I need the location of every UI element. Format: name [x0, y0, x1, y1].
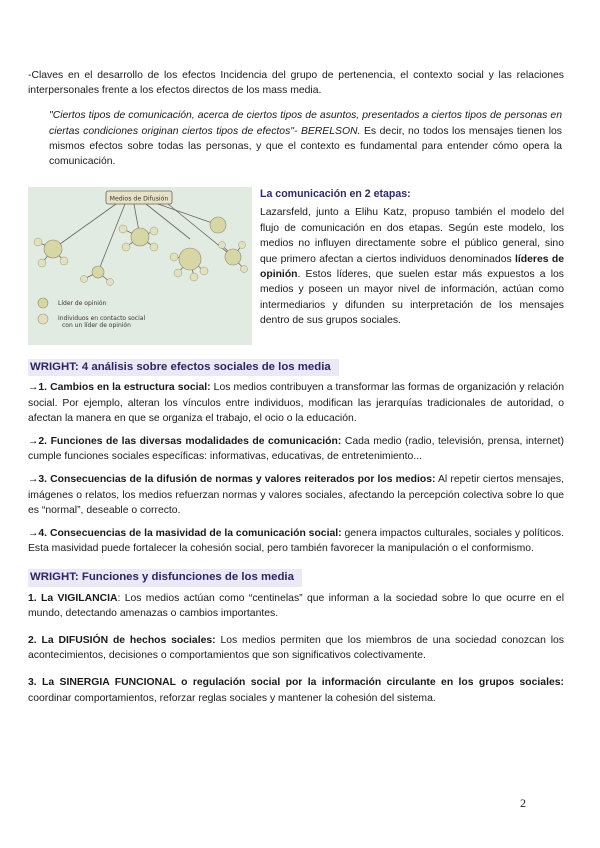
legend-individuals-label-2: con un líder de opinión [62, 322, 131, 330]
function-item-2-lead: 2. La DIFUSIÓN de hechos sociales: [28, 635, 216, 647]
function-item-3 [28, 675, 564, 705]
function-item-1-text: : Los medios actúan como “centinelas” que informan a la sociedad sobre lo que ocurre en el mundo, detectando amenazas o cambios importantes. [28, 592, 564, 619]
analysis-item-3-text: Al repetir ciertos mensajes, imágenes o relatos, los medios refuerzan normas y valores sociales, afectando la percepción colectiva sobre lo que es “normal”, deseable o correcto. [28, 474, 564, 516]
analysis-item-3-lead: →3. Consecuencias de la difusión de normas y valores reiterados por los medios: [28, 474, 436, 486]
function-item-3-text: coordinar comportamientos, reforzar reglas sociales y mantener la cohesión del sistema. [28, 692, 436, 704]
two-step-section [28, 187, 564, 345]
analysis-item-4-text: genera impactos culturales, sociales y políticos. Esta masividad puede fortalecer la cohesión social, pero también favorecer la manipulación o el conformismo. [28, 528, 564, 555]
function-item-3-lead: 3. La SINERGIA FUNCIONAL o regulación social por la información circulante en los grupos sociales: [28, 677, 564, 689]
analysis-item-1-lead: →1. Cambios en la estructura social: [28, 382, 211, 394]
legend-individuals-label-1: Individuos en contacto social [58, 315, 146, 323]
analysis-item-1 [28, 380, 564, 426]
document-page [28, 68, 564, 718]
media-label: Medios de Difusión [109, 195, 169, 203]
quote-italic: "Ciertos tipos de comunicación, acerca de ciertos tipos de asuntos, presentados a ciertos tipos de personas en ciertas condiciones originan ciertos tipos de efectos" [49, 110, 562, 137]
function-item-1 [28, 591, 564, 621]
wright-analysis-heading: WRIGHT: 4 análisis sobre efectos sociales de los media [28, 359, 339, 376]
quote-author: - BERELSON. [293, 125, 361, 137]
function-item-1-lead: 1. La VIGILANCIA [28, 592, 118, 604]
page-number: 2 [520, 796, 526, 810]
analysis-item-3 [28, 472, 564, 518]
two-step-heading: La comunicación en 2 etapas: [260, 188, 411, 201]
two-step-text [260, 187, 564, 345]
intro-paragraph: -Claves en el desarrollo de los efectos Incidencia del grupo de pertenencia, el contexto social y las relaciones interpersonales frente a los efectos directos de los mass media. [28, 70, 564, 97]
analysis-item-2-lead: →2. Funciones de las diversas modalidades de comunicación: [28, 436, 342, 448]
function-item-2 [28, 633, 564, 663]
legend-individual-swatch [38, 314, 48, 324]
two-step-text-a: Lazarsfeld, junto a Elihu Katz, propuso también el modelo del flujo de comunicación en dos etapas. Según este modelo, los medios no influyen directamente sobre el público general, sino que primero afectan a ciertos individuos denominados [260, 207, 564, 265]
analysis-item-4 [28, 526, 564, 556]
analysis-item-2 [28, 434, 564, 464]
function-item-2-text: Los medios permiten que los miembros de una sociedad conozcan los acontecimientos, decisiones o comportamientos que son significativos colectivamente. [28, 635, 564, 662]
analysis-item-4-lead: →4. Consecuencias de la masividad de la comunicación social: [28, 528, 342, 540]
analysis-item-1-text: Los medios contribuyen a transformar las formas de organización y relación social. Por ejemplo, alteran los vínculos entre individuos, modifican las jerarquías tradicionales de autoridad, o afectan la manera en que se organiza el trabajo, el ocio o la educación. [28, 382, 564, 424]
wright-functions-heading: WRIGHT: Funciones y disfunciones de los media [28, 569, 302, 586]
legend-leader-label: Líder de opinión [58, 300, 107, 308]
two-step-diagram-photo [28, 187, 252, 345]
quote-rest: Es decir, no todos los mensajes tienen los mismos efectos sobre todas las personas, y que el contexto es fundamental para entender cómo opera la comunicación. [49, 125, 562, 168]
two-step-text-b: . Estos líderes, que suelen estar más expuestos a los medios y poseen un mayor nivel de información, actúan como intermediarios y difunden su interpretación de los mensajes dentro de sus grupos sociales. [260, 269, 564, 327]
analysis-item-2-text: Cada medio (radio, televisión, prensa, internet) cumple funciones sociales específicas: informativas, educativas, de entretenimiento... [28, 436, 564, 463]
two-step-paragraph [260, 205, 564, 328]
legend-leader-swatch [38, 298, 48, 308]
berelson-quote [49, 108, 562, 169]
two-step-bold: líderes de opinión [260, 253, 564, 281]
